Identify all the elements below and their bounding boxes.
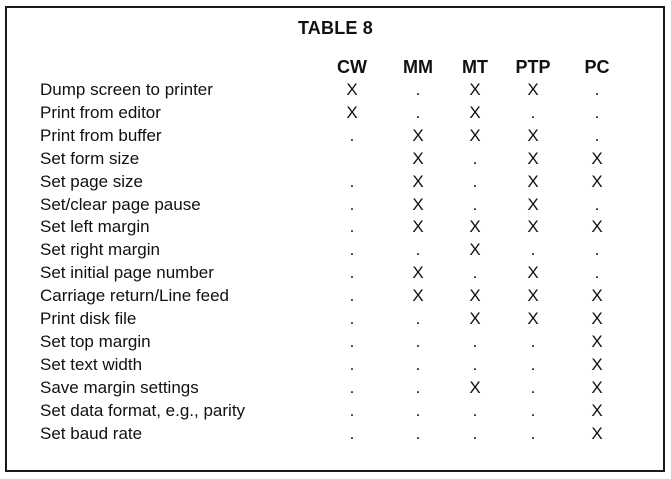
cell-ptp: . — [530, 400, 536, 420]
row-label: Print disk file — [40, 309, 137, 328]
cell-mt: . — [472, 171, 478, 191]
table-row — [0, 401, 671, 424]
cell-mm: . — [415, 354, 421, 374]
cell-mt: X — [469, 80, 481, 99]
row-label: Set page size — [40, 171, 144, 191]
cell-mm: X — [412, 194, 424, 214]
cell-pc: . — [594, 102, 600, 122]
row-label: Set baud rate — [40, 423, 143, 443]
cell-mm: . — [415, 377, 421, 397]
row-label: Carriage return/Line feed — [40, 286, 230, 306]
cell-mt: X — [469, 240, 481, 260]
cell-pc: . — [594, 194, 600, 214]
table-row — [0, 309, 671, 332]
cell-cw: X — [346, 102, 358, 122]
cell-ptp: X — [527, 148, 539, 168]
table-row — [0, 195, 671, 218]
row-label: Set right margin — [40, 240, 160, 260]
cell-ptp: X — [527, 263, 539, 283]
cell-mm: . — [415, 80, 421, 99]
cell-ptp: . — [530, 377, 536, 397]
column-header-cw: CW — [337, 57, 367, 77]
cell-cw: . — [349, 217, 355, 237]
table-row — [0, 149, 671, 172]
cell-pc: . — [594, 80, 600, 99]
cell-pc: X — [591, 171, 603, 191]
table-row — [0, 332, 671, 355]
cell-pc: X — [591, 377, 603, 397]
cell-ptp: X — [527, 171, 539, 191]
cell-pc: X — [591, 309, 603, 328]
cell-mm: . — [415, 240, 421, 260]
cell-mm: X — [412, 148, 424, 168]
cell-ptp: X — [527, 194, 539, 214]
cell-mm: . — [415, 423, 421, 443]
cell-cw: . — [349, 423, 355, 443]
cell-pc: X — [591, 400, 603, 420]
cell-ptp: . — [530, 240, 536, 260]
table-row — [0, 217, 671, 240]
cell-pc: . — [594, 125, 600, 145]
table-title-text: TABLE 8 — [297, 18, 374, 38]
table-row — [0, 126, 671, 149]
table-row — [0, 172, 671, 195]
table-row — [0, 355, 671, 378]
cell-cw: . — [349, 354, 355, 374]
cell-ptp: . — [530, 102, 536, 122]
table-row — [0, 103, 671, 126]
cell-mt: . — [472, 194, 478, 214]
row-label: Print from editor — [40, 102, 161, 122]
table-row — [0, 286, 671, 309]
cell-cw: . — [349, 400, 355, 420]
cell-mt: X — [469, 377, 481, 397]
cell-pc: X — [591, 217, 603, 237]
cell-mt: X — [469, 125, 481, 145]
column-header-mt: MT — [462, 57, 488, 77]
cell-mt: X — [469, 102, 481, 122]
row-label: Set form size — [40, 148, 140, 168]
cell-ptp: X — [527, 309, 539, 328]
cell-cw: . — [349, 171, 355, 191]
row-label: Print from buffer — [40, 125, 162, 145]
cell-mm: . — [415, 309, 421, 328]
table-row — [0, 378, 671, 401]
cell-mm: X — [412, 286, 424, 306]
cell-cw: . — [349, 263, 355, 283]
cell-cw: . — [349, 286, 355, 306]
cell-pc: X — [591, 148, 603, 168]
table-row — [0, 80, 671, 103]
cell-pc: X — [591, 331, 603, 351]
cell-mt: X — [469, 286, 481, 306]
row-label: Set initial page number — [40, 263, 214, 283]
column-header-ptp: PTP — [515, 57, 551, 77]
cell-cw: . — [349, 331, 355, 351]
cell-ptp: . — [530, 423, 536, 443]
cell-cw: . — [349, 125, 355, 145]
cell-cw: . — [349, 309, 355, 328]
cell-mm: X — [412, 263, 424, 283]
column-header-pc: PC — [584, 57, 610, 77]
cell-ptp: X — [527, 125, 539, 145]
row-label: Set left margin — [40, 217, 150, 237]
table-row — [0, 263, 671, 286]
row-label: Set text width — [40, 354, 143, 374]
row-label: Save margin settings — [40, 377, 199, 397]
cell-pc: . — [594, 263, 600, 283]
table-row — [0, 240, 671, 263]
cell-pc: . — [594, 240, 600, 260]
table-row — [0, 424, 671, 447]
table-title — [0, 18, 671, 39]
row-label: Set data format, e.g., parity — [40, 400, 246, 420]
cell-mt: . — [472, 263, 478, 283]
cell-mm: X — [412, 125, 424, 145]
cell-mt: . — [472, 400, 478, 420]
row-label: Dump screen to printer — [40, 80, 213, 99]
cell-mm: . — [415, 331, 421, 351]
cell-cw: . — [349, 377, 355, 397]
cell-mt: X — [469, 309, 481, 328]
cell-cw: X — [346, 80, 358, 99]
cell-mm: X — [412, 171, 424, 191]
cell-mm: . — [415, 400, 421, 420]
cell-mt: . — [472, 331, 478, 351]
cell-ptp: . — [530, 354, 536, 374]
cell-ptp: X — [527, 80, 539, 99]
cell-ptp: X — [527, 217, 539, 237]
row-label: Set top margin — [40, 331, 151, 351]
cell-pc: X — [591, 354, 603, 374]
cell-ptp: . — [530, 331, 536, 351]
cell-mt: X — [469, 217, 481, 237]
cell-cw: . — [349, 240, 355, 260]
cell-mt: . — [472, 423, 478, 443]
cell-mm: . — [415, 102, 421, 122]
cell-pc: X — [591, 286, 603, 306]
cell-mm: X — [412, 217, 424, 237]
cell-mt: . — [472, 354, 478, 374]
cell-ptp: X — [527, 286, 539, 306]
cell-pc: X — [591, 423, 603, 443]
column-header-mm: MM — [403, 57, 433, 77]
cell-mt: . — [472, 148, 478, 168]
cell-cw: . — [349, 194, 355, 214]
row-label: Set/clear page pause — [40, 194, 201, 214]
